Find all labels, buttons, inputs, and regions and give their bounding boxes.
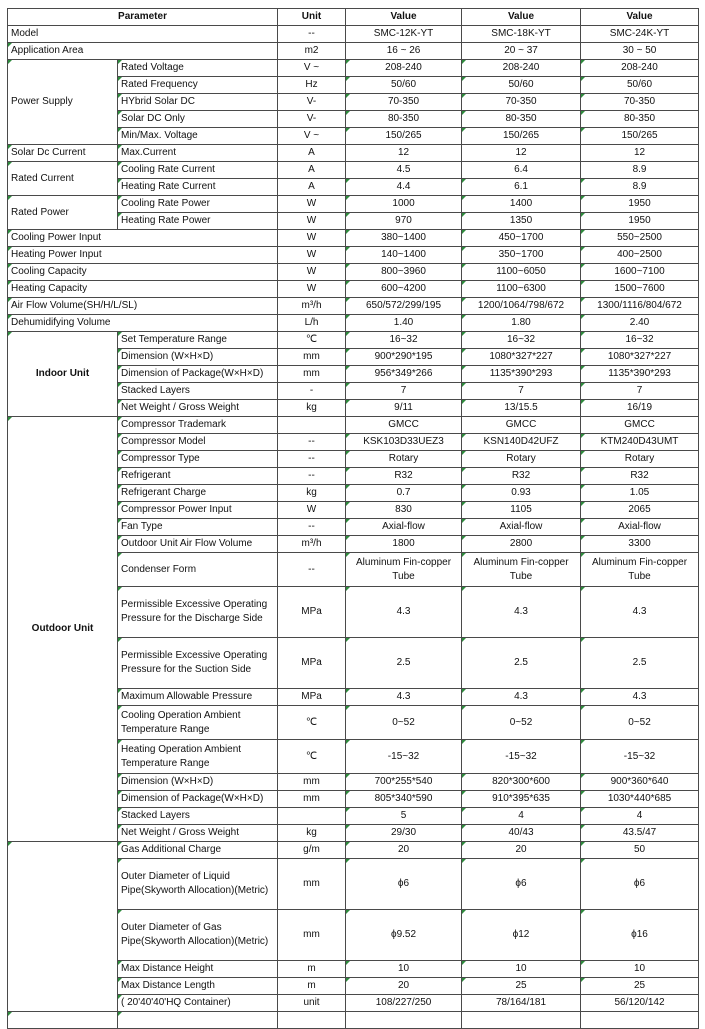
value-cell-3: 1950 — [581, 196, 699, 213]
value-cell-1: 4.3 — [346, 587, 462, 638]
unit-cell: mm — [278, 349, 346, 366]
value-cell-2 — [462, 1012, 581, 1029]
parameter-name: Dehumidifying Volume — [8, 315, 278, 332]
value-cell-2: ϕ12 — [462, 910, 581, 961]
value-cell-2: 4.3 — [462, 689, 581, 706]
unit-cell: V- — [278, 111, 346, 128]
table-row — [8, 281, 699, 298]
value-cell-3: 7 — [581, 383, 699, 400]
value-cell-1: 80-350 — [346, 111, 462, 128]
value-cell-1: 20 — [346, 842, 462, 859]
header-value-3: Value — [581, 9, 699, 26]
value-cell-2: 2800 — [462, 536, 581, 553]
value-cell-2: 1200/1064/798/672 — [462, 298, 581, 315]
parameter-sub: Solar DC Only — [118, 111, 278, 128]
unit-cell: MPa — [278, 638, 346, 689]
parameter-sub: Max Distance Length — [118, 978, 278, 995]
parameter-sub: Compressor Type — [118, 451, 278, 468]
parameter-sub: Cooling Operation Ambient Temperature Range — [118, 706, 278, 740]
parameter-group: Power Supply — [8, 60, 118, 145]
unit-cell: ℃ — [278, 332, 346, 349]
unit-cell: mm — [278, 366, 346, 383]
parameter-sub: Gas Additional Charge — [118, 842, 278, 859]
value-cell-3: 4.3 — [581, 587, 699, 638]
unit-cell: kg — [278, 485, 346, 502]
unit-cell: m³/h — [278, 536, 346, 553]
unit-cell: W — [278, 502, 346, 519]
unit-cell: -- — [278, 519, 346, 536]
unit-cell: m2 — [278, 43, 346, 60]
header-value-2: Value — [462, 9, 581, 26]
value-cell-3: 43.5/47 — [581, 825, 699, 842]
table-row — [8, 162, 699, 179]
value-cell-3: 400~2500 — [581, 247, 699, 264]
value-cell-3: 2065 — [581, 502, 699, 519]
table-row — [8, 43, 699, 60]
unit-cell: Hz — [278, 77, 346, 94]
parameter-sub: Fan Type — [118, 519, 278, 536]
value-cell-2: Axial-flow — [462, 519, 581, 536]
parameter-sub: Compressor Trademark — [118, 417, 278, 434]
unit-cell: V ~ — [278, 128, 346, 145]
unit-cell: V ~ — [278, 60, 346, 77]
value-cell-3: 50/60 — [581, 77, 699, 94]
value-cell-3: 1030*440*685 — [581, 791, 699, 808]
value-cell-2: 1105 — [462, 502, 581, 519]
value-cell-1: 700*255*540 — [346, 774, 462, 791]
value-cell-1: 140~1400 — [346, 247, 462, 264]
parameter-sub: Dimension of Package(W×H×D) — [118, 366, 278, 383]
parameter-group: Rated Current — [8, 162, 118, 196]
value-cell-2: 6.4 — [462, 162, 581, 179]
parameter-sub: Rated Frequency — [118, 77, 278, 94]
parameter-sub: Permissible Excessive Operating Pressure for the Suction Side — [118, 638, 278, 689]
value-cell-1: 4.5 — [346, 162, 462, 179]
parameter-group: Indoor Unit — [8, 332, 118, 417]
value-cell-3: 3300 — [581, 536, 699, 553]
value-cell-1: Axial-flow — [346, 519, 462, 536]
parameter-sub: Heating Operation Ambient Temperature Range — [118, 740, 278, 774]
value-cell-1: 380~1400 — [346, 230, 462, 247]
parameter-sub: Net Weight / Gross Weight — [118, 400, 278, 417]
value-cell-3: 1600~7100 — [581, 264, 699, 281]
value-cell-2: -15~32 — [462, 740, 581, 774]
value-cell-1: 970 — [346, 213, 462, 230]
value-cell-2: 208-240 — [462, 60, 581, 77]
value-cell-3: 50 — [581, 842, 699, 859]
parameter-sub: Stacked Layers — [118, 383, 278, 400]
value-cell-2: 820*300*600 — [462, 774, 581, 791]
value-cell-3: 4.3 — [581, 689, 699, 706]
value-cell-2: 1100~6300 — [462, 281, 581, 298]
value-cell-2: 4.3 — [462, 587, 581, 638]
value-cell-1: 2.5 — [346, 638, 462, 689]
unit-cell: m — [278, 978, 346, 995]
value-cell-3: 150/265 — [581, 128, 699, 145]
parameter-sub: Rated Voltage — [118, 60, 278, 77]
table-row — [8, 26, 699, 43]
unit-cell: A — [278, 162, 346, 179]
parameter-sub: Dimension of Package(W×H×D) — [118, 791, 278, 808]
value-cell-2: 10 — [462, 961, 581, 978]
value-cell-3: Axial-flow — [581, 519, 699, 536]
parameter-sub: Max.Current — [118, 145, 278, 162]
parameter-sub — [118, 1012, 278, 1029]
parameter-sub: HYbrid Solar DC — [118, 94, 278, 111]
table-row — [8, 264, 699, 281]
unit-cell: W — [278, 213, 346, 230]
parameter-sub: Cooling Rate Power — [118, 196, 278, 213]
unit-cell: -- — [278, 451, 346, 468]
parameter-sub: Net Weight / Gross Weight — [118, 825, 278, 842]
unit-cell: A — [278, 179, 346, 196]
parameter-name: Air Flow Volume(SH/H/L/SL) — [8, 298, 278, 315]
value-cell-1: R32 — [346, 468, 462, 485]
value-cell-1: SMC-12K-YT — [346, 26, 462, 43]
parameter-group: Rated Power — [8, 196, 118, 230]
parameter-sub: Refrigerant — [118, 468, 278, 485]
table-row — [8, 145, 699, 162]
value-cell-2: 4 — [462, 808, 581, 825]
value-cell-3: SMC-24K-YT — [581, 26, 699, 43]
value-cell-2: 50/60 — [462, 77, 581, 94]
parameter-name: Cooling Power Input — [8, 230, 278, 247]
unit-cell: W — [278, 247, 346, 264]
value-cell-2: 40/43 — [462, 825, 581, 842]
parameter-group: Outdoor Unit — [8, 417, 118, 842]
unit-cell: mm — [278, 774, 346, 791]
table-row — [8, 417, 699, 434]
parameter-name: Heating Power Input — [8, 247, 278, 264]
value-cell-1 — [346, 1012, 462, 1029]
value-cell-1: 900*290*195 — [346, 349, 462, 366]
unit-cell: mm — [278, 859, 346, 910]
parameter-sub: Cooling Rate Current — [118, 162, 278, 179]
value-cell-1: 4.3 — [346, 689, 462, 706]
parameter-sub: Heating Rate Power — [118, 213, 278, 230]
value-cell-1: 10 — [346, 961, 462, 978]
value-cell-1: 0.7 — [346, 485, 462, 502]
value-cell-3: 80-350 — [581, 111, 699, 128]
parameter-sub: Stacked Layers — [118, 808, 278, 825]
parameter-group — [8, 1012, 118, 1029]
parameter-sub: Max Distance Height — [118, 961, 278, 978]
unit-cell: W — [278, 230, 346, 247]
value-cell-3: 0~52 — [581, 706, 699, 740]
parameter-sub: Compressor Power Input — [118, 502, 278, 519]
value-cell-3: 12 — [581, 145, 699, 162]
value-cell-1: 12 — [346, 145, 462, 162]
value-cell-1: 16 ~ 26 — [346, 43, 462, 60]
unit-cell: ℃ — [278, 740, 346, 774]
header-parameter: Parameter — [8, 9, 278, 26]
table-row — [8, 1012, 699, 1029]
unit-cell: -- — [278, 553, 346, 587]
unit-cell: -- — [278, 468, 346, 485]
value-cell-3: 16/19 — [581, 400, 699, 417]
value-cell-2: SMC-18K-YT — [462, 26, 581, 43]
value-cell-1: 1000 — [346, 196, 462, 213]
table-row — [8, 60, 699, 77]
value-cell-1: 805*340*590 — [346, 791, 462, 808]
unit-cell: W — [278, 264, 346, 281]
table-row — [8, 230, 699, 247]
table-row — [8, 298, 699, 315]
value-cell-3: 1500~7600 — [581, 281, 699, 298]
value-cell-2: 2.5 — [462, 638, 581, 689]
value-cell-1: Rotary — [346, 451, 462, 468]
header-unit: Unit — [278, 9, 346, 26]
unit-cell — [278, 808, 346, 825]
parameter-sub: Dimension (W×H×D) — [118, 349, 278, 366]
unit-cell: kg — [278, 400, 346, 417]
value-cell-2: 6.1 — [462, 179, 581, 196]
parameter-sub: Min/Max. Voltage — [118, 128, 278, 145]
value-cell-1: 208-240 — [346, 60, 462, 77]
value-cell-1: 9/11 — [346, 400, 462, 417]
value-cell-2: 70-350 — [462, 94, 581, 111]
value-cell-3: 8.9 — [581, 179, 699, 196]
value-cell-3: 2.5 — [581, 638, 699, 689]
value-cell-3: 25 — [581, 978, 699, 995]
value-cell-3: 1080*327*227 — [581, 349, 699, 366]
value-cell-3: 56/120/142 — [581, 995, 699, 1012]
value-cell-1: 1.40 — [346, 315, 462, 332]
value-cell-3: 30 ~ 50 — [581, 43, 699, 60]
value-cell-3: Aluminum Fin-copper Tube — [581, 553, 699, 587]
value-cell-2: 150/265 — [462, 128, 581, 145]
value-cell-1: 108/227/250 — [346, 995, 462, 1012]
header-row — [8, 9, 699, 26]
value-cell-3: 2.40 — [581, 315, 699, 332]
value-cell-2: Aluminum Fin-copper Tube — [462, 553, 581, 587]
value-cell-3: R32 — [581, 468, 699, 485]
value-cell-2: 1.80 — [462, 315, 581, 332]
value-cell-1: 7 — [346, 383, 462, 400]
value-cell-2: 910*395*635 — [462, 791, 581, 808]
value-cell-3: 8.9 — [581, 162, 699, 179]
table-row — [8, 196, 699, 213]
value-cell-1: 70-350 — [346, 94, 462, 111]
value-cell-1: 800~3960 — [346, 264, 462, 281]
value-cell-2: 350~1700 — [462, 247, 581, 264]
parameter-sub: ( 20'40'40'HQ Container) — [118, 995, 278, 1012]
unit-cell: MPa — [278, 587, 346, 638]
value-cell-3: ϕ16 — [581, 910, 699, 961]
value-cell-2: 7 — [462, 383, 581, 400]
value-cell-1: KSK103D33UEZ3 — [346, 434, 462, 451]
parameter-sub: Maximum Allowable Pressure — [118, 689, 278, 706]
parameter-sub: Outdoor Unit Air Flow Volume — [118, 536, 278, 553]
value-cell-1: 956*349*266 — [346, 366, 462, 383]
value-cell-1: 50/60 — [346, 77, 462, 94]
parameter-sub: Permissible Excessive Operating Pressure for the Discharge Side — [118, 587, 278, 638]
value-cell-1: ϕ6 — [346, 859, 462, 910]
value-cell-3: ϕ6 — [581, 859, 699, 910]
parameter-group — [8, 842, 118, 1012]
parameter-name: Cooling Capacity — [8, 264, 278, 281]
parameter-sub: Outer Diameter of Liquid Pipe(Skyworth Allocation)(Metric) — [118, 859, 278, 910]
table-row — [8, 842, 699, 859]
value-cell-2: 12 — [462, 145, 581, 162]
unit-cell: g/m — [278, 842, 346, 859]
table-row — [8, 315, 699, 332]
value-cell-1: GMCC — [346, 417, 462, 434]
value-cell-1: 1800 — [346, 536, 462, 553]
value-cell-3: 70-350 — [581, 94, 699, 111]
value-cell-3: KTM240D43UMT — [581, 434, 699, 451]
unit-cell: W — [278, 281, 346, 298]
unit-cell: MPa — [278, 689, 346, 706]
value-cell-1: ϕ9.52 — [346, 910, 462, 961]
value-cell-3: 1300/1116/804/672 — [581, 298, 699, 315]
value-cell-2: 13/15.5 — [462, 400, 581, 417]
parameter-sub: Heating Rate Current — [118, 179, 278, 196]
value-cell-2: 80-350 — [462, 111, 581, 128]
value-cell-2: 25 — [462, 978, 581, 995]
value-cell-2: 450~1700 — [462, 230, 581, 247]
value-cell-2: KSN140D42UFZ — [462, 434, 581, 451]
unit-cell: m — [278, 961, 346, 978]
value-cell-3: 4 — [581, 808, 699, 825]
unit-cell: V- — [278, 94, 346, 111]
parameter-sub: Set Temperature Range — [118, 332, 278, 349]
unit-cell: L/h — [278, 315, 346, 332]
value-cell-2: 1100~6050 — [462, 264, 581, 281]
value-cell-3: 900*360*640 — [581, 774, 699, 791]
value-cell-2: 16~32 — [462, 332, 581, 349]
value-cell-3 — [581, 1012, 699, 1029]
table-row — [8, 247, 699, 264]
value-cell-2: 1350 — [462, 213, 581, 230]
value-cell-1: 600~4200 — [346, 281, 462, 298]
value-cell-1: 20 — [346, 978, 462, 995]
table-row — [8, 332, 699, 349]
value-cell-2: 1080*327*227 — [462, 349, 581, 366]
parameter-name: Model — [8, 26, 278, 43]
value-cell-1: 29/30 — [346, 825, 462, 842]
unit-cell: m³/h — [278, 298, 346, 315]
value-cell-1: -15~32 — [346, 740, 462, 774]
unit-cell: ℃ — [278, 706, 346, 740]
unit-cell: A — [278, 145, 346, 162]
header-value-1: Value — [346, 9, 462, 26]
value-cell-3: 208-240 — [581, 60, 699, 77]
value-cell-2: 20 ~ 37 — [462, 43, 581, 60]
value-cell-2: 20 — [462, 842, 581, 859]
value-cell-2: R32 — [462, 468, 581, 485]
unit-cell: - — [278, 383, 346, 400]
value-cell-1: 5 — [346, 808, 462, 825]
unit-cell: W — [278, 196, 346, 213]
value-cell-1: 16~32 — [346, 332, 462, 349]
value-cell-1: 4.4 — [346, 179, 462, 196]
value-cell-2: Rotary — [462, 451, 581, 468]
value-cell-2: 1135*390*293 — [462, 366, 581, 383]
parameter-sub: Compressor Model — [118, 434, 278, 451]
value-cell-3: 1950 — [581, 213, 699, 230]
parameter-sub: Outer Diameter of Gas Pipe(Skyworth Allocation)(Metric) — [118, 910, 278, 961]
value-cell-1: 0~52 — [346, 706, 462, 740]
parameter-name: Application Area — [8, 43, 278, 60]
value-cell-1: Aluminum Fin-copper Tube — [346, 553, 462, 587]
parameter-sub: Condenser Form — [118, 553, 278, 587]
value-cell-2: GMCC — [462, 417, 581, 434]
value-cell-3: 1.05 — [581, 485, 699, 502]
unit-cell: mm — [278, 791, 346, 808]
parameter-name: Heating Capacity — [8, 281, 278, 298]
parameter-sub: Refrigerant Charge — [118, 485, 278, 502]
parameter-sub: Dimension (W×H×D) — [118, 774, 278, 791]
unit-cell — [278, 417, 346, 434]
spec-table — [7, 8, 699, 1029]
unit-cell: -- — [278, 434, 346, 451]
value-cell-3: 16~32 — [581, 332, 699, 349]
value-cell-3: 10 — [581, 961, 699, 978]
value-cell-3: GMCC — [581, 417, 699, 434]
spec-body — [8, 26, 699, 1029]
value-cell-2: ϕ6 — [462, 859, 581, 910]
value-cell-2: 0.93 — [462, 485, 581, 502]
value-cell-2: 1400 — [462, 196, 581, 213]
value-cell-3: 550~2500 — [581, 230, 699, 247]
value-cell-3: Rotary — [581, 451, 699, 468]
value-cell-1: 650/572/299/195 — [346, 298, 462, 315]
unit-cell: -- — [278, 26, 346, 43]
value-cell-1: 830 — [346, 502, 462, 519]
parameter-group: Solar Dc Current — [8, 145, 118, 162]
unit-cell: unit — [278, 995, 346, 1012]
unit-cell: mm — [278, 910, 346, 961]
value-cell-1: 150/265 — [346, 128, 462, 145]
value-cell-3: 1135*390*293 — [581, 366, 699, 383]
unit-cell: kg — [278, 825, 346, 842]
value-cell-3: -15~32 — [581, 740, 699, 774]
value-cell-2: 0~52 — [462, 706, 581, 740]
value-cell-2: 78/164/181 — [462, 995, 581, 1012]
unit-cell — [278, 1012, 346, 1029]
